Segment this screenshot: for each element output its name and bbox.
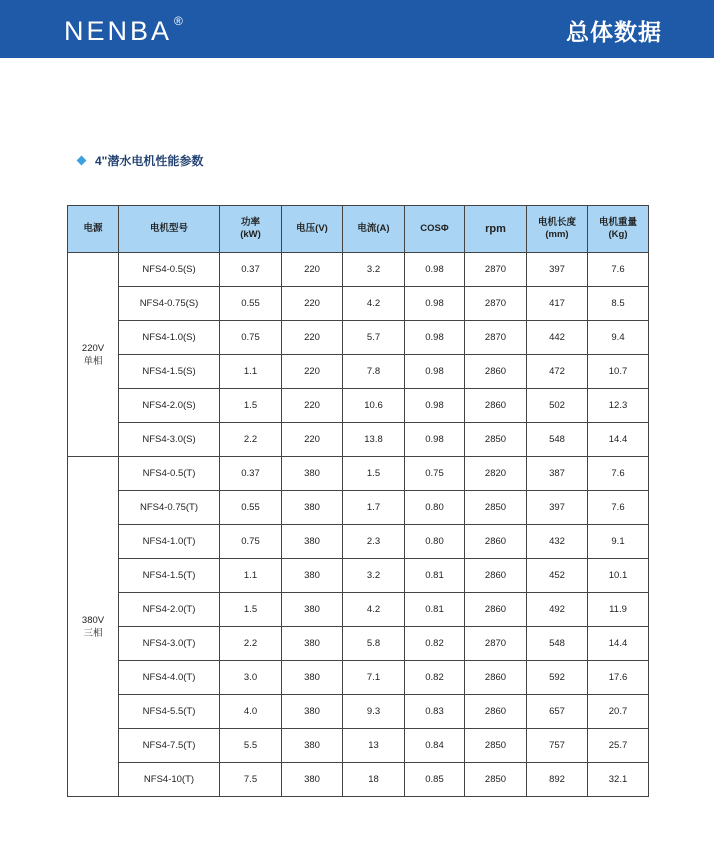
table-row xyxy=(68,253,649,287)
weight-cell: 7.6 xyxy=(588,253,649,287)
cos-cell: 0.83 xyxy=(405,695,465,729)
power-cell: 1.5 xyxy=(220,593,282,627)
rpm-cell: 2850 xyxy=(465,763,527,797)
length-cell: 492 xyxy=(527,593,588,627)
header-current: 电流(A) xyxy=(343,206,405,253)
power-cell: 0.75 xyxy=(220,321,282,355)
power-source-cell: 380V 三相 xyxy=(68,457,119,797)
length-cell: 442 xyxy=(527,321,588,355)
current-cell: 1.7 xyxy=(343,491,405,525)
rpm-cell: 2860 xyxy=(465,389,527,423)
model-cell: NFS4-7.5(T) xyxy=(119,729,220,763)
power-cell: 3.0 xyxy=(220,661,282,695)
cos-cell: 0.98 xyxy=(405,389,465,423)
rpm-cell: 2870 xyxy=(465,321,527,355)
voltage-cell: 380 xyxy=(282,729,343,763)
model-cell: NFS4-5.5(T) xyxy=(119,695,220,729)
weight-cell: 14.4 xyxy=(588,423,649,457)
power-cell: 0.37 xyxy=(220,457,282,491)
page-header xyxy=(0,0,714,58)
brand-logo xyxy=(64,16,183,47)
power-cell: 1.1 xyxy=(220,559,282,593)
voltage-cell: 380 xyxy=(282,763,343,797)
weight-cell: 8.5 xyxy=(588,287,649,321)
length-cell: 592 xyxy=(527,661,588,695)
rpm-cell: 2870 xyxy=(465,287,527,321)
weight-cell: 10.1 xyxy=(588,559,649,593)
rpm-cell: 2870 xyxy=(465,627,527,661)
cos-cell: 0.98 xyxy=(405,423,465,457)
weight-cell: 10.7 xyxy=(588,355,649,389)
model-cell: NFS4-0.75(S) xyxy=(119,287,220,321)
length-cell: 397 xyxy=(527,253,588,287)
table-row xyxy=(68,491,649,525)
model-cell: NFS4-3.0(S) xyxy=(119,423,220,457)
length-cell: 397 xyxy=(527,491,588,525)
table-row xyxy=(68,423,649,457)
current-cell: 1.5 xyxy=(343,457,405,491)
voltage-cell: 220 xyxy=(282,321,343,355)
weight-cell: 12.3 xyxy=(588,389,649,423)
motor-performance-table xyxy=(67,205,649,797)
current-cell: 13.8 xyxy=(343,423,405,457)
rpm-cell: 2860 xyxy=(465,525,527,559)
cos-cell: 0.80 xyxy=(405,525,465,559)
cos-cell: 0.98 xyxy=(405,321,465,355)
header-voltage: 电压(V) xyxy=(282,206,343,253)
rpm-cell: 2860 xyxy=(465,695,527,729)
power-cell: 2.2 xyxy=(220,627,282,661)
current-cell: 9.3 xyxy=(343,695,405,729)
voltage-cell: 220 xyxy=(282,287,343,321)
current-cell: 4.2 xyxy=(343,593,405,627)
weight-cell: 17.6 xyxy=(588,661,649,695)
current-cell: 5.8 xyxy=(343,627,405,661)
logo-text: NENBA xyxy=(64,16,173,46)
model-cell: NFS4-4.0(T) xyxy=(119,661,220,695)
power-cell: 1.1 xyxy=(220,355,282,389)
voltage-cell: 220 xyxy=(282,253,343,287)
current-cell: 13 xyxy=(343,729,405,763)
table-row xyxy=(68,593,649,627)
voltage-cell: 380 xyxy=(282,593,343,627)
current-cell: 18 xyxy=(343,763,405,797)
weight-cell: 32.1 xyxy=(588,763,649,797)
weight-cell: 25.7 xyxy=(588,729,649,763)
voltage-cell: 380 xyxy=(282,661,343,695)
table-row xyxy=(68,627,649,661)
diamond-bullet-icon xyxy=(77,156,87,166)
table-row xyxy=(68,389,649,423)
length-cell: 417 xyxy=(527,287,588,321)
registered-mark: ® xyxy=(174,14,183,28)
rpm-cell: 2860 xyxy=(465,355,527,389)
voltage-cell: 380 xyxy=(282,525,343,559)
length-cell: 892 xyxy=(527,763,588,797)
table-row xyxy=(68,729,649,763)
weight-cell: 7.6 xyxy=(588,457,649,491)
power-cell: 7.5 xyxy=(220,763,282,797)
power-cell: 1.5 xyxy=(220,389,282,423)
weight-cell: 9.4 xyxy=(588,321,649,355)
power-cell: 4.0 xyxy=(220,695,282,729)
rpm-cell: 2860 xyxy=(465,593,527,627)
length-cell: 548 xyxy=(527,627,588,661)
weight-cell: 20.7 xyxy=(588,695,649,729)
model-cell: NFS4-1.5(S) xyxy=(119,355,220,389)
current-cell: 3.2 xyxy=(343,253,405,287)
rpm-cell: 2860 xyxy=(465,661,527,695)
current-cell: 5.7 xyxy=(343,321,405,355)
table-row xyxy=(68,355,649,389)
length-cell: 387 xyxy=(527,457,588,491)
length-cell: 548 xyxy=(527,423,588,457)
rpm-cell: 2860 xyxy=(465,559,527,593)
cos-cell: 0.81 xyxy=(405,559,465,593)
table-row xyxy=(68,661,649,695)
section-heading xyxy=(78,152,203,169)
model-cell: NFS4-2.0(T) xyxy=(119,593,220,627)
rpm-cell: 2850 xyxy=(465,423,527,457)
cos-cell: 0.82 xyxy=(405,661,465,695)
header-model: 电机型号 xyxy=(119,206,220,253)
model-cell: NFS4-3.0(T) xyxy=(119,627,220,661)
cos-cell: 0.80 xyxy=(405,491,465,525)
voltage-cell: 380 xyxy=(282,559,343,593)
current-cell: 7.8 xyxy=(343,355,405,389)
table-row xyxy=(68,763,649,797)
header-title: 总体数据 xyxy=(566,19,662,45)
model-cell: NFS4-2.0(S) xyxy=(119,389,220,423)
cos-cell: 0.75 xyxy=(405,457,465,491)
length-cell: 757 xyxy=(527,729,588,763)
model-cell: NFS4-1.0(S) xyxy=(119,321,220,355)
voltage-cell: 380 xyxy=(282,627,343,661)
cos-cell: 0.85 xyxy=(405,763,465,797)
power-cell: 0.37 xyxy=(220,253,282,287)
voltage-cell: 380 xyxy=(282,695,343,729)
model-cell: NFS4-0.75(T) xyxy=(119,491,220,525)
header-weight: 电机重量 (Kg) xyxy=(588,206,649,253)
rpm-cell: 2870 xyxy=(465,253,527,287)
header-cos: COSΦ xyxy=(405,206,465,253)
table-row xyxy=(68,525,649,559)
power-cell: 0.75 xyxy=(220,525,282,559)
length-cell: 472 xyxy=(527,355,588,389)
table-row xyxy=(68,287,649,321)
model-cell: NFS4-10(T) xyxy=(119,763,220,797)
cos-cell: 0.81 xyxy=(405,593,465,627)
table-row xyxy=(68,695,649,729)
power-cell: 5.5 xyxy=(220,729,282,763)
table-header-row xyxy=(68,206,649,253)
weight-cell: 14.4 xyxy=(588,627,649,661)
length-cell: 432 xyxy=(527,525,588,559)
header-power-source: 电源 xyxy=(68,206,119,253)
voltage-cell: 220 xyxy=(282,389,343,423)
table-row xyxy=(68,457,649,491)
power-cell: 2.2 xyxy=(220,423,282,457)
voltage-cell: 220 xyxy=(282,355,343,389)
table-row xyxy=(68,559,649,593)
power-source-cell: 220V 单相 xyxy=(68,253,119,457)
weight-cell: 7.6 xyxy=(588,491,649,525)
model-cell: NFS4-1.5(T) xyxy=(119,559,220,593)
rpm-cell: 2820 xyxy=(465,457,527,491)
length-cell: 657 xyxy=(527,695,588,729)
power-cell: 0.55 xyxy=(220,491,282,525)
cos-cell: 0.84 xyxy=(405,729,465,763)
section-title-text: 4"潜水电机性能参数 xyxy=(95,154,204,168)
header-length: 电机长度 (mm) xyxy=(527,206,588,253)
cos-cell: 0.82 xyxy=(405,627,465,661)
rpm-cell: 2850 xyxy=(465,729,527,763)
voltage-cell: 220 xyxy=(282,423,343,457)
current-cell: 10.6 xyxy=(343,389,405,423)
weight-cell: 9.1 xyxy=(588,525,649,559)
voltage-cell: 380 xyxy=(282,457,343,491)
length-cell: 502 xyxy=(527,389,588,423)
cos-cell: 0.98 xyxy=(405,355,465,389)
current-cell: 2.3 xyxy=(343,525,405,559)
current-cell: 7.1 xyxy=(343,661,405,695)
weight-cell: 11.9 xyxy=(588,593,649,627)
rpm-cell: 2850 xyxy=(465,491,527,525)
cos-cell: 0.98 xyxy=(405,287,465,321)
power-cell: 0.55 xyxy=(220,287,282,321)
header-power: 功率 (kW) xyxy=(220,206,282,253)
model-cell: NFS4-0.5(S) xyxy=(119,253,220,287)
model-cell: NFS4-0.5(T) xyxy=(119,457,220,491)
current-cell: 3.2 xyxy=(343,559,405,593)
header-rpm: rpm xyxy=(465,206,527,253)
current-cell: 4.2 xyxy=(343,287,405,321)
voltage-cell: 380 xyxy=(282,491,343,525)
model-cell: NFS4-1.0(T) xyxy=(119,525,220,559)
cos-cell: 0.98 xyxy=(405,253,465,287)
table-row xyxy=(68,321,649,355)
length-cell: 452 xyxy=(527,559,588,593)
